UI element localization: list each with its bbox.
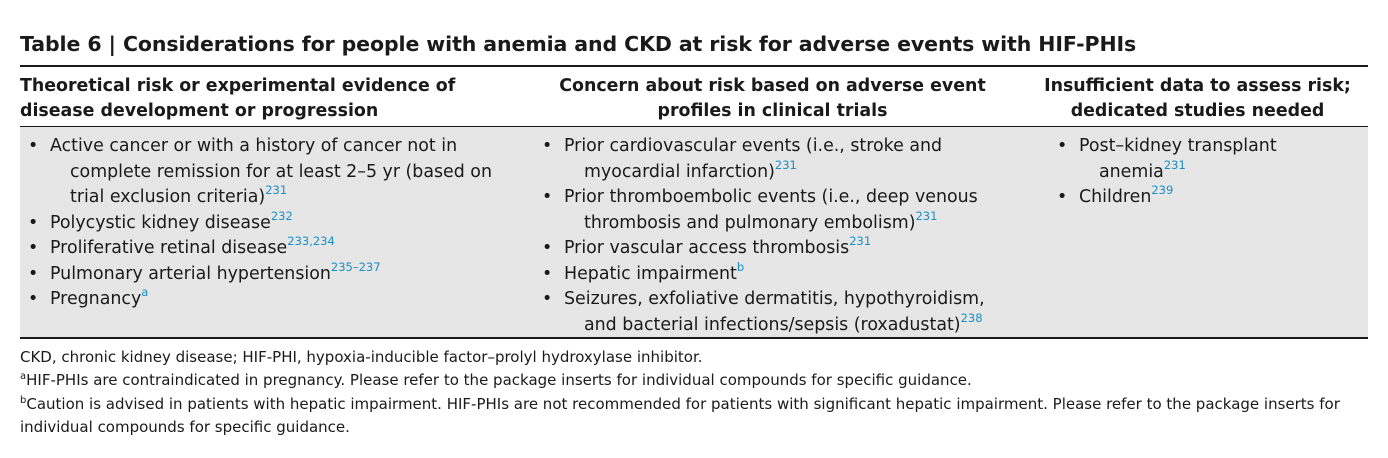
list-item [542,185,1012,236]
citation-ref[interactable]: 231 [265,183,288,197]
item-text: Active cancer or with a history of cancer not in complete remission for at least 2–5 yr (based on trial exclusion criteria) [50,136,492,207]
bullet-icon: • [542,289,553,309]
bullet-icon: • [28,212,39,233]
list-item [28,287,508,313]
list-item [28,236,508,262]
bullet-icon: • [28,289,39,309]
table-title: Table 6 | Considerations for people with anemia and CKD at risk for adverse events with HIF-PHIs [20,32,1137,56]
citation-ref[interactable]: 232 [270,208,293,223]
list-item [542,134,1012,185]
item-text: Pulmonary arterial hypertension [50,263,331,284]
citation-ref[interactable]: 231 [774,157,797,172]
column-header-theoretical-risk: Theoretical risk or experimental evidence of disease development or progression [20,76,456,121]
item-text: Pregnancy [50,289,142,309]
column-list-insufficient-data [1057,134,1367,211]
item-text: Proliferative retinal disease [50,238,288,258]
list-item [28,208,508,237]
item-text: Prior thromboembolic events (i.e., deep venous thrombosis and pulmonary embolism) [564,187,978,233]
list-item [542,287,1012,338]
citation-ref[interactable]: 238 [960,310,983,325]
item-text: Prior cardiovascular events (i.e., stroke and myocardial infarction) [564,136,943,182]
citation-ref[interactable]: 231 [915,208,938,223]
footnote-a [20,369,1370,392]
list-item [542,236,1012,262]
footnote-b [20,393,1370,439]
bullet-icon: • [28,238,39,258]
footnote-ref[interactable]: b [736,259,745,274]
bullet-icon: • [1057,136,1068,156]
footnote-mark: b [20,395,27,406]
footnote-text: HIF-PHIs are contraindicated in pregnancy. Please refer to the package inserts for individual compounds for specific guidance. [26,371,972,389]
list-item [1057,185,1367,211]
footnote-text: Caution is advised in patients with hepatic impairment. HIF-PHIs are not recommended for patients with significant hepatic impairment. Please refer to the package inserts for individual compounds for specific guidance. [20,395,1340,436]
citation-ref[interactable]: 239 [1151,183,1174,197]
bullet-icon: • [542,263,553,284]
item-text: Children [1079,187,1152,207]
bullet-icon: • [542,187,553,207]
table-bottom-rule [20,337,1368,339]
bullet-icon: • [1057,187,1068,207]
item-text: Prior vascular access thrombosis [564,238,850,258]
list-item [542,259,1012,288]
table-top-rule [20,65,1368,67]
item-text: Polycystic kidney disease [50,212,271,233]
footnote-mark: a [20,371,27,382]
bullet-icon: • [542,238,553,258]
citation-ref[interactable]: 233,234 [287,234,335,248]
bullet-icon: • [542,136,553,156]
column-header-clinical-trial-concern: Concern about risk based on adverse event profiles in clinical trials [559,76,986,121]
footnote-ref[interactable]: a [141,285,149,299]
column-header-insufficient-data: Insufficient data to assess risk; dedicated studies needed [1044,76,1351,121]
bullet-icon: • [28,263,39,284]
citation-ref[interactable]: 235–237 [330,259,381,274]
column-list-theoretical-risk [28,134,508,313]
item-text: Seizures, exfoliative dermatitis, hypothyroidism, and bacterial infections/sepsis (roxadustat) [564,289,985,335]
bullet-icon: • [28,136,39,156]
citation-ref[interactable]: 231 [849,234,872,248]
list-item [1057,134,1367,185]
item-text: Hepatic impairment [564,263,737,284]
list-item [28,259,508,288]
item-text: Post–kidney transplant anemia [1079,136,1277,182]
list-item [28,134,508,211]
citation-ref[interactable]: 231 [1163,157,1186,172]
column-list-clinical-trial-concern [542,134,1012,338]
footnote-abbreviations: CKD, chronic kidney disease; HIF-PHI, hypoxia-inducible factor–prolyl hydroxylase inhibitor. [20,348,703,366]
